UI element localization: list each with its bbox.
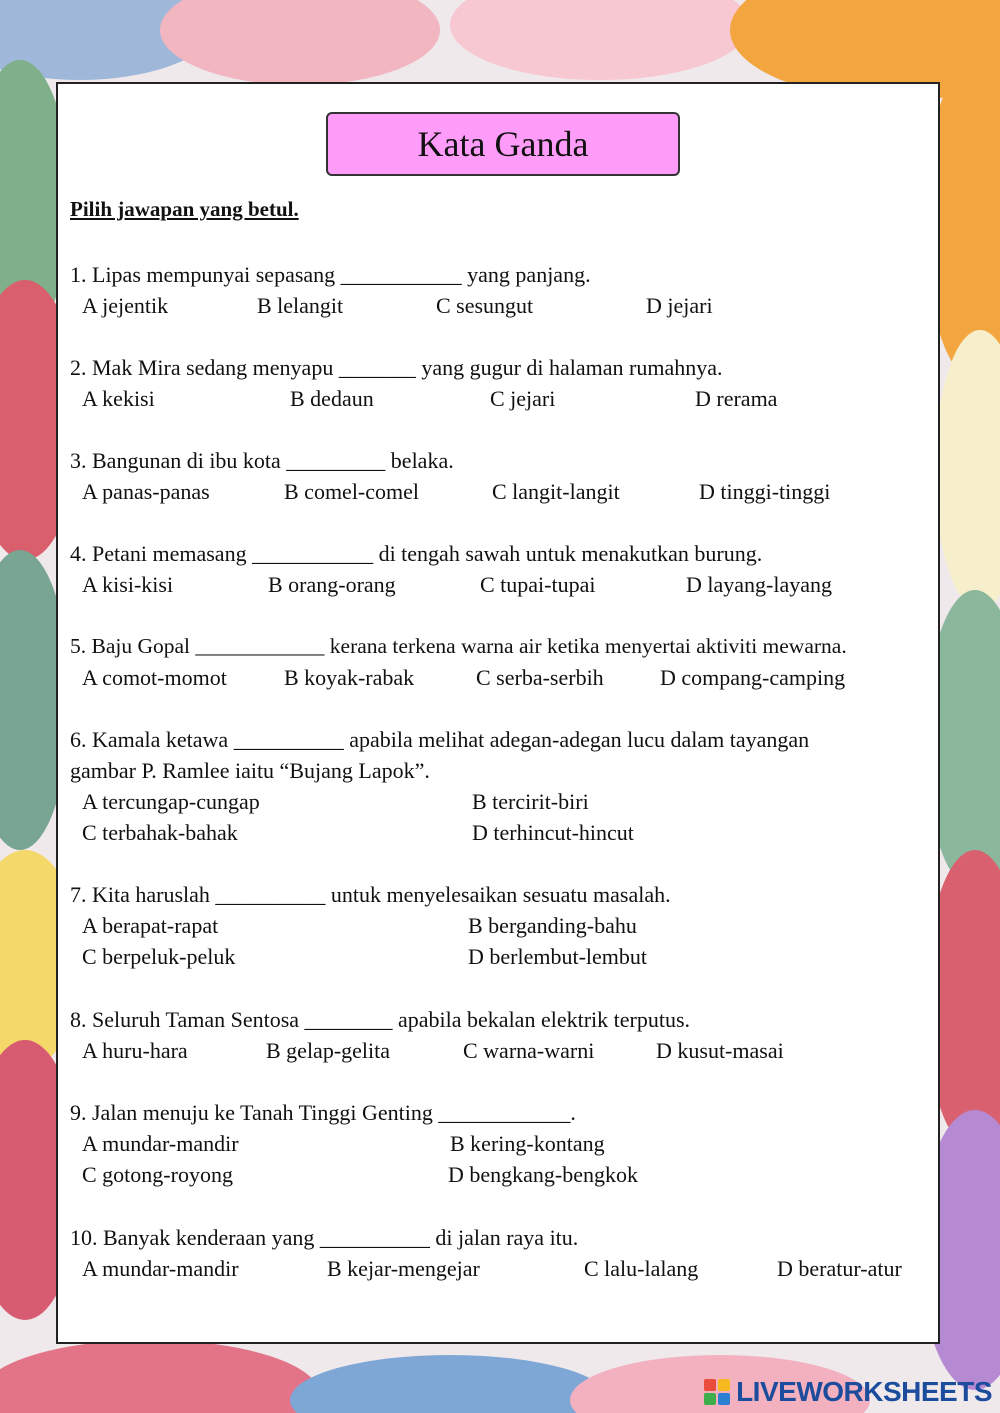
question-stem: 8. Seluruh Taman Sentosa ________ apabila bekalan elektrik terputus.	[70, 1007, 691, 1032]
question-1	[70, 259, 930, 321]
option-c[interactable]: C sesungut	[436, 293, 534, 318]
option-a[interactable]: A mundar-mandir	[82, 1256, 239, 1281]
question-stem: 5. Baju Gopal ____________ kerana terkena warna air ketika menyertai aktiviti mewarna.	[70, 634, 847, 658]
question-stem: 1. Lipas mempunyai sepasang ___________ yang panjang.	[70, 262, 591, 287]
option-a[interactable]: A berapat-rapat	[82, 913, 219, 938]
worksheet-panel	[56, 82, 940, 1344]
options-grid	[70, 910, 930, 972]
option-b[interactable]: B koyak-rabak	[284, 665, 415, 690]
option-b[interactable]: B orang-orang	[268, 572, 396, 597]
option-d[interactable]: D terhincut-hincut	[472, 820, 634, 845]
options-row	[70, 476, 930, 507]
option-c[interactable]: C serba-serbih	[476, 665, 604, 690]
option-a[interactable]: A kisi-kisi	[82, 572, 174, 597]
options-row	[70, 569, 930, 600]
question-10	[70, 1222, 930, 1284]
option-b[interactable]: B dedaun	[290, 386, 374, 411]
options-row	[70, 1035, 930, 1066]
option-c[interactable]: C lalu-lalang	[584, 1256, 699, 1281]
liveworksheets-logo-icon	[704, 1379, 730, 1405]
options-row	[70, 662, 930, 693]
option-a[interactable]: A mundar-mandir	[82, 1131, 239, 1156]
question-stem: 6. Kamala ketawa __________ apabila melihat adegan-adegan lucu dalam tayangan gambar P. Ramlee iaitu “Bujang Lapok”.	[70, 727, 810, 783]
question-stem: 10. Banyak kenderaan yang __________ di jalan raya itu.	[70, 1225, 579, 1250]
option-d[interactable]: D layang-layang	[686, 572, 832, 597]
option-d[interactable]: D jejari	[646, 293, 713, 318]
question-stem: 3. Bangunan di ibu kota _________ belaka.	[70, 448, 454, 473]
worksheet-title: Kata Ganda	[326, 112, 680, 176]
option-a[interactable]: A jejentik	[82, 293, 169, 318]
option-c[interactable]: C tupai-tupai	[480, 572, 596, 597]
option-d[interactable]: D rerama	[695, 386, 778, 411]
option-d[interactable]: D bengkang-bengkok	[448, 1162, 639, 1187]
option-b[interactable]: B lelangit	[257, 293, 344, 318]
question-6	[70, 724, 870, 848]
question-stem: 7. Kita haruslah __________ untuk menyelesaikan sesuatu masalah.	[70, 882, 671, 907]
option-c[interactable]: C gotong-royong	[82, 1162, 233, 1187]
option-b[interactable]: B kejar-mengejar	[327, 1256, 480, 1281]
option-a[interactable]: A panas-panas	[82, 479, 210, 504]
option-b[interactable]: B tercirit-biri	[472, 789, 589, 814]
question-7	[70, 879, 930, 972]
option-b[interactable]: B comel-comel	[284, 479, 420, 504]
question-8	[70, 1004, 930, 1066]
option-c[interactable]: C jejari	[490, 386, 556, 411]
options-grid	[70, 1128, 930, 1190]
liveworksheets-watermark	[704, 1375, 992, 1409]
option-c[interactable]: C warna-warni	[463, 1038, 595, 1063]
option-a[interactable]: A tercungap-cungap	[82, 789, 260, 814]
options-row	[70, 383, 930, 414]
option-b[interactable]: B berganding-bahu	[468, 913, 637, 938]
question-stem: 4. Petani memasang ___________ di tengah sawah untuk menakutkan burung.	[70, 541, 763, 566]
option-d[interactable]: D kusut-masai	[656, 1038, 784, 1063]
question-4	[70, 538, 930, 600]
option-c[interactable]: C berpeluk-peluk	[82, 944, 236, 969]
question-3	[70, 445, 930, 507]
option-d[interactable]: D tinggi-tinggi	[699, 479, 831, 504]
option-a[interactable]: A kekisi	[82, 386, 155, 411]
watermark-text: LIVEWORKSHEETS	[736, 1376, 992, 1407]
option-d[interactable]: D berlembut-lembut	[468, 944, 648, 969]
instruction-text: Pilih jawapan yang betul.	[70, 197, 299, 221]
option-b[interactable]: B kering-kontang	[450, 1131, 605, 1156]
option-b[interactable]: B gelap-gelita	[266, 1038, 391, 1063]
options-row	[70, 1253, 930, 1284]
question-5	[70, 631, 930, 693]
options-row	[70, 290, 930, 321]
option-a[interactable]: A huru-hara	[82, 1038, 188, 1063]
option-c[interactable]: C langit-langit	[492, 479, 620, 504]
question-stem: 2. Mak Mira sedang menyapu _______ yang gugur di halaman rumahnya.	[70, 355, 723, 380]
question-9	[70, 1097, 930, 1190]
question-stem: 9. Jalan menuju ke Tanah Tinggi Genting ____________.	[70, 1100, 576, 1125]
option-d[interactable]: D compang-camping	[660, 665, 846, 690]
option-c[interactable]: C terbahak-bahak	[82, 820, 238, 845]
option-d[interactable]: D beratur-atur	[777, 1256, 902, 1281]
options-grid	[70, 786, 870, 848]
option-a[interactable]: A comot-momot	[82, 665, 227, 690]
question-2	[70, 352, 930, 414]
